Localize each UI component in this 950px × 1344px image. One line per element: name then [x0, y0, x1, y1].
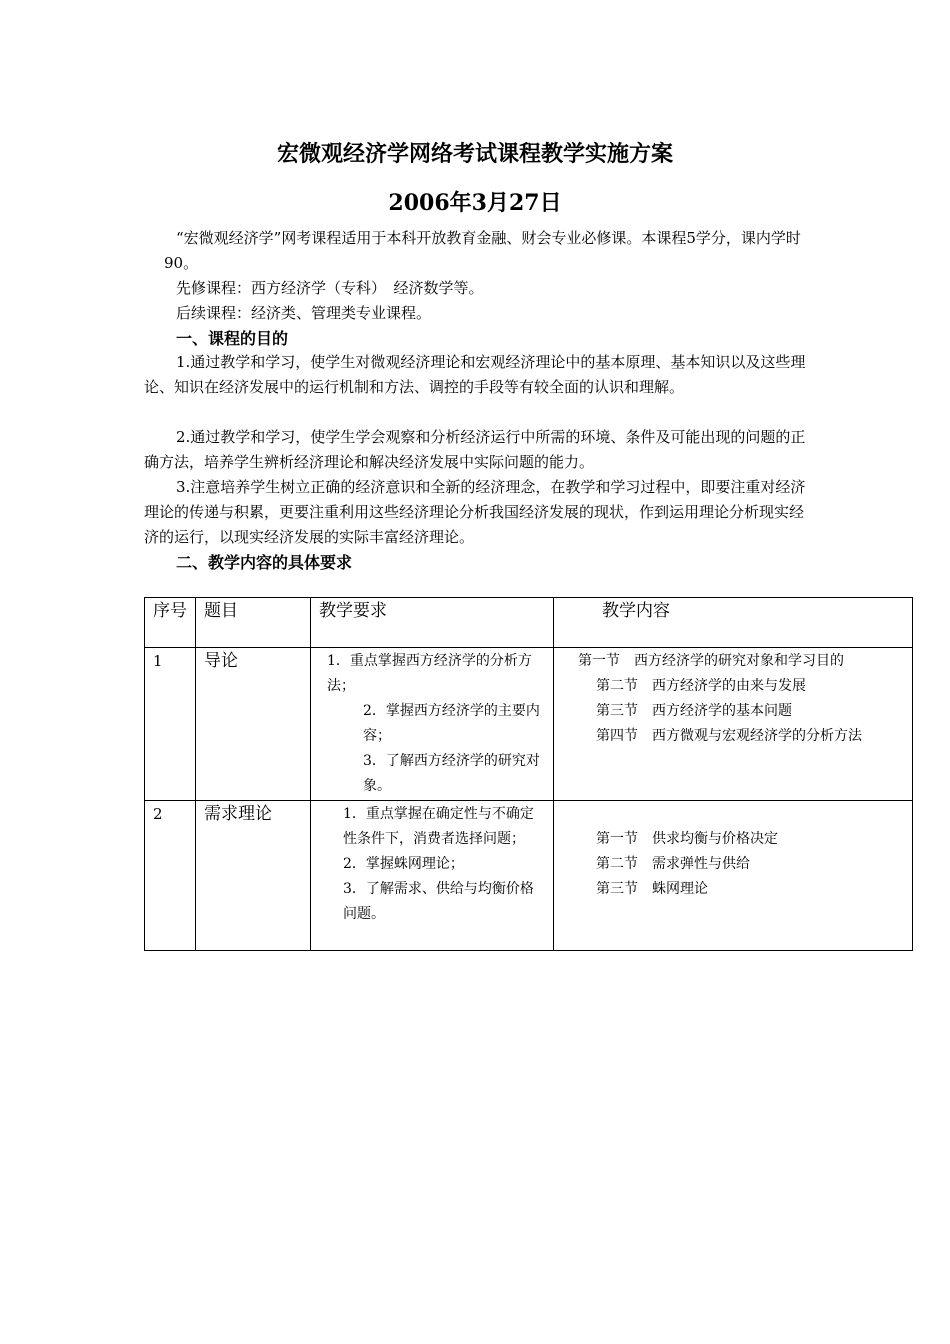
prerequisite-line: 先修课程：西方经济学（专科） 经济数学等。: [176, 279, 484, 297]
table-row: [145, 648, 913, 801]
req-item: 2．掌握西方经济学的主要内容；: [363, 703, 540, 744]
row-num: 2: [145, 801, 196, 951]
section1-heading: 一、课程的目的: [176, 329, 289, 348]
row-topic: 需求理论: [196, 801, 311, 951]
row-requirements: [311, 648, 554, 801]
header-topic: 题目: [196, 598, 311, 648]
document-date: 2006年3月27日: [388, 190, 562, 216]
content-item: 第四节 西方微观与宏观经济学的分析方法: [596, 728, 862, 744]
row-content: [554, 801, 913, 951]
req-item: 2．掌握蛛网理论；: [343, 856, 464, 872]
header-requirements: 教学要求: [311, 598, 554, 648]
content-item: 第二节 西方经济学的由来与发展: [596, 678, 806, 694]
followup-line: 后续课程：经济类、管理类专业课程。: [176, 304, 432, 322]
purpose-item-2: 2.通过教学和学习，使学生学会观察和分析经济运行中所需的环境、条件及可能出现的问题的正确方法，培养学生辨析经济理论和解决经济发展中实际问题的能力。: [144, 428, 806, 471]
header-num: 序号: [145, 598, 196, 648]
table-header-row: [145, 598, 913, 648]
row-num: 1: [145, 648, 196, 801]
row-topic: 导论: [196, 648, 311, 801]
req-item: 3．了解西方经济学的研究对象。: [363, 753, 540, 794]
content-item: 第二节 需求弹性与供给: [596, 856, 750, 872]
header-content: 教学内容: [554, 598, 913, 648]
req-item: 1．重点掌握西方经济学的分析方法；: [327, 653, 532, 694]
content-item: 第一节 供求均衡与价格决定: [596, 831, 778, 847]
row-content: [554, 648, 913, 801]
content-item: 第三节 西方经济学的基本问题: [596, 703, 792, 719]
req-item: 3．了解需求、供给与均衡价格问题。: [343, 881, 534, 922]
intro-paragraph: “宏微观经济学”网考课程适用于本科开放教育金融、财会专业必修课。本课程5学分，课内学时90。: [164, 229, 801, 272]
table-row: [145, 801, 913, 951]
content-table: [144, 597, 913, 951]
purpose-item-1: 1.通过教学和学习，使学生对微观经济理论和宏观经济理论中的基本原理、基本知识以及这些理论、知识在经济发展中的运行机制和方法、调控的手段等有较全面的认识和理解。: [144, 353, 806, 396]
purpose-item-3: 3.注意培养学生树立正确的经济意识和全新的经济理念，在教学和学习过程中，即要注重对经济理论的传递与积累，更要注重利用这些经济理论分析我国经济发展的现状，作到运用理论分析现实经济的运行，以现实经济发展的实际丰富经济理论。: [144, 478, 806, 546]
req-item: 1．重点掌握在确定性与不确定性条件下，消费者选择问题；: [343, 806, 534, 847]
document-title: 宏微观经济学网络考试课程教学实施方案: [276, 141, 673, 167]
content-item: 第一节 西方经济学的研究对象和学习目的: [578, 653, 844, 669]
row-requirements: [311, 801, 554, 951]
content-item: 第三节 蛛网理论: [596, 881, 708, 897]
section2-heading: 二、教学内容的具体要求: [176, 553, 353, 572]
